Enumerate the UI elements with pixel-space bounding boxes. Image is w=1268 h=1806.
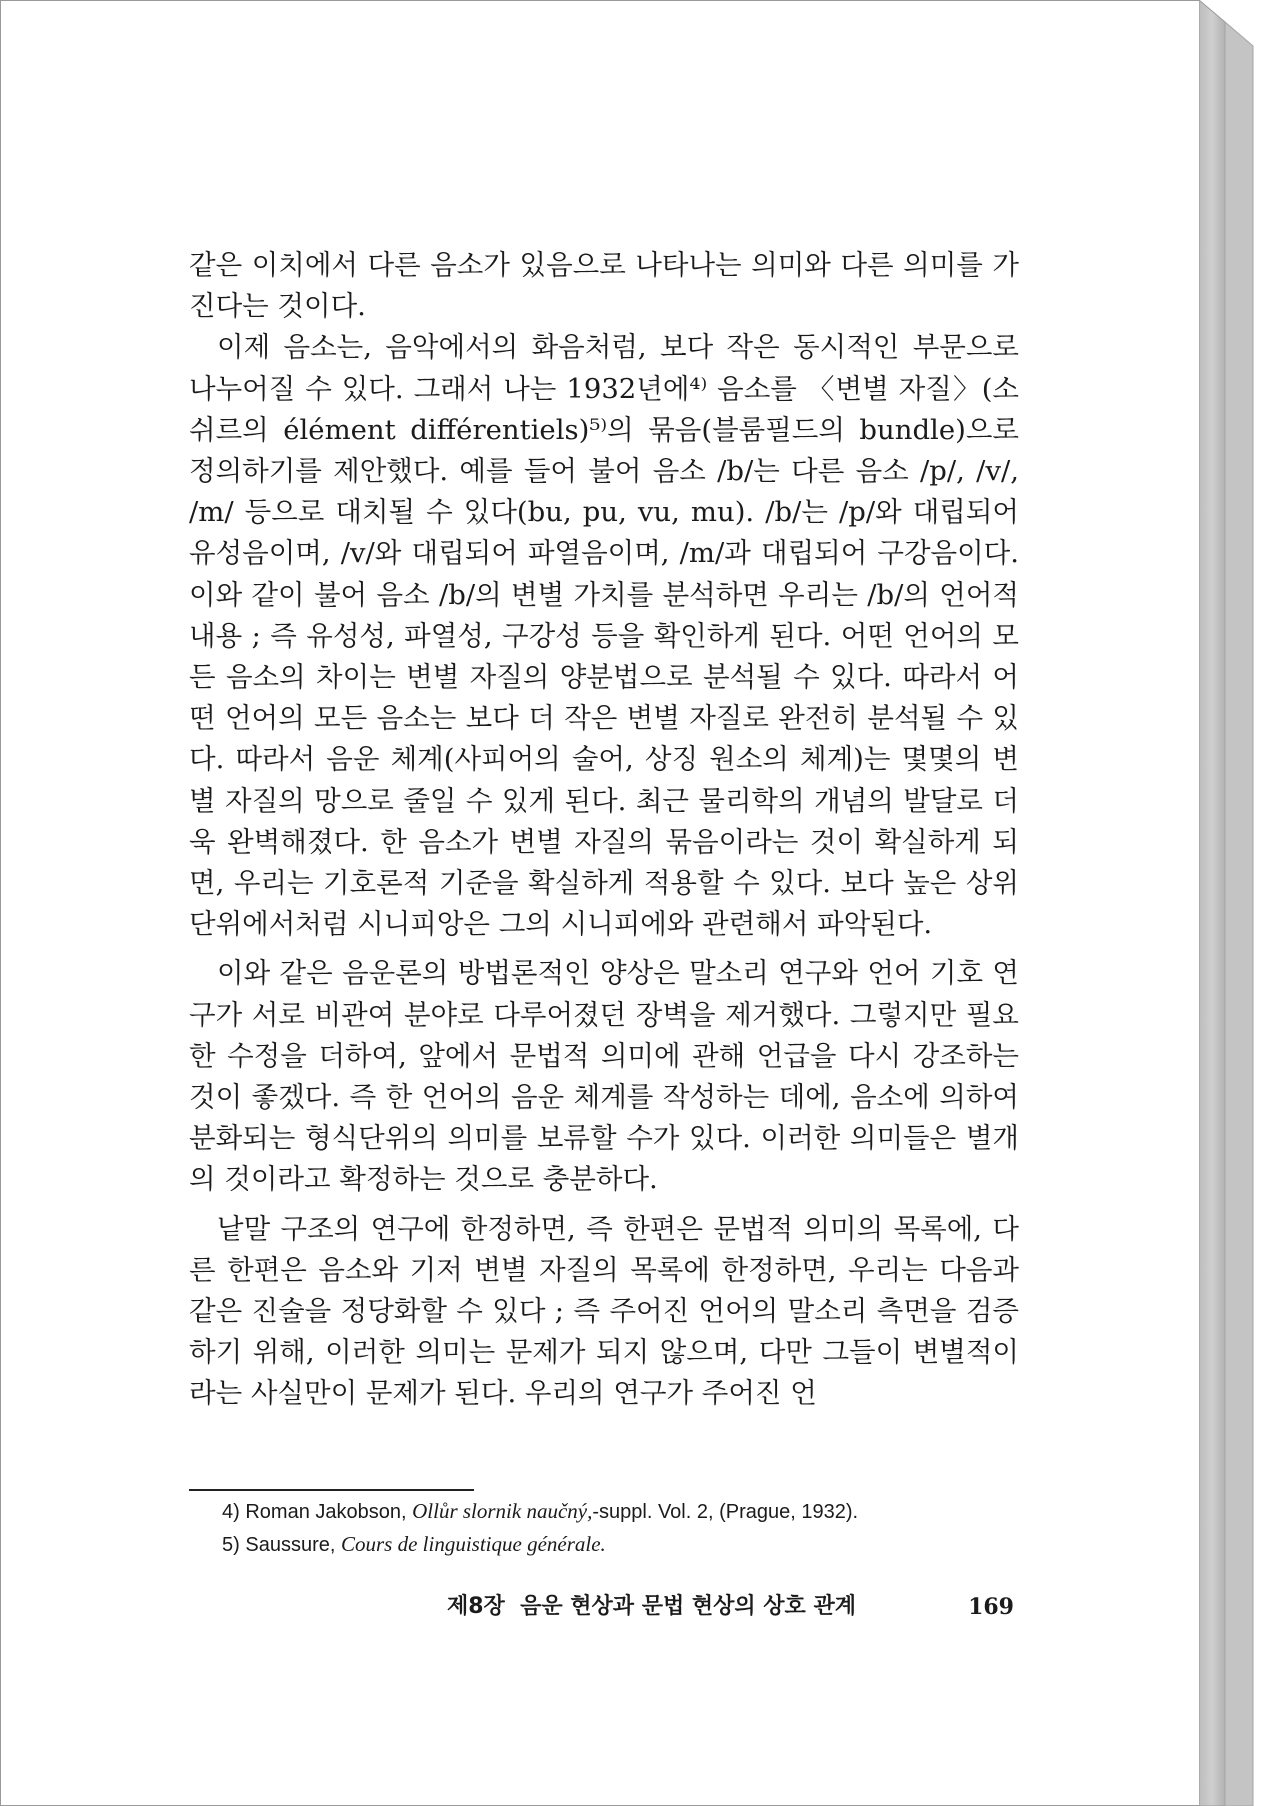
paragraph: 같은 이치에서 다른 음소가 있음으로 나타나는 의미와 다른 의미를 가진다는 것이다. <box>189 249 1019 323</box>
footnote-5 <box>222 1528 1022 1561</box>
footnote-title: Ollůr slornik naučný, <box>412 1499 593 1523</box>
main-text <box>189 245 1019 1415</box>
paragraph: 이제 음소는, 음악에서의 화음처럼, 보다 작은 동시적인 부문으로 나누어질 수 있다. 그래서 나는 1932년에⁴⁾ 음소를 〈변별 자질〉(소쉬르의 élément différentiels)⁵⁾의 묶음(블룸필드의 bundle)으로 정의하기를 제안했다. 예를 들어 불어 음소 /b/는 다른 음소 /p/, /v/, /m/ 등으로 대치될 수 있다(bu, pu, vu, mu). /b/는 /p/와 대립되어 유성음이며, /v/와 대립되어 파열음이며, /m/과 대립되어 구강음이다. 이와 같이 불어 음소 /b/의 변별 가치를 분석하면 우리는 /b/의 언어적 내용 ; 즉 유성성, 파열성, 구강성 등을 확인하게 된다. 어떤 언어의 모든 음소의 차이는 변별 자질의 양분법으로 분석될 수 있다. 따라서 어떤 언어의 모든 음소는 보다 더 작은 변별 자질로 완전히 분석될 수 있다. 따라서 음운 체계(사피어의 술어, 상징 원소의 체계)는 몇몇의 변별 자질의 망으로 줄일 수 있게 된다. 최근 물리학의 개념의 발달로 더욱 완벽해졌다. 한 음소가 변별 자질의 묶음이라는 것이 확실하게 되면, 우리는 기호론적 기준을 확실하게 적용할 수 있다. 보다 높은 상위 단위에서처럼 시니피앙은 그의 시니피에와 관련해서 파악된다. <box>189 331 1019 941</box>
footnotes <box>222 1495 1022 1561</box>
footnote-author: Roman Jakobson, <box>245 1501 407 1523</box>
footnote-title: Cours de linguistique générale. <box>340 1532 606 1556</box>
paragraph: 이와 같은 음운론의 방법론적인 양상은 말소리 연구와 언어 기호 연구가 서로 비관여 분야로 다루어졌던 장벽을 제거했다. 그렇지만 필요한 수정을 더하여, 앞에서 문법적 의미에 관해 언급을 다시 강조하는 것이 좋겠다. 즉 한 언어의 음운 체계를 작성하는 데에, 음소에 의하여 분화되는 형식단위의 의미를 보류할 수가 있다. 이러한 의미들은 별개의 것이라고 확정하는 것으로 충분하다. <box>189 957 1019 1196</box>
page-edge-shadow <box>1199 0 1268 1806</box>
footnote-rest: -suppl. Vol. 2, (Prague, 1932). <box>592 1501 859 1523</box>
footnote-author: Saussure, <box>245 1534 336 1556</box>
page-number: 169 <box>968 1594 1014 1620</box>
chapter-title: 제8장 음운 현상과 문법 현상의 상호 관계 <box>447 1594 856 1619</box>
paragraph: 낱말 구조의 연구에 한정하면, 즉 한편은 문법적 의미의 목록에, 다른 한편은 음소와 기저 변별 자질의 목록에 한정하면, 우리는 다음과 같은 진술을 정당화할 수 있다 ; 즉 주어진 언어의 말소리 측면을 검증하기 위해, 이러한 의미는 문제가 되지 않으며, 다만 그들이 변별적이라는 사실만이 문제가 된다. 우리의 연구가 주어진 언 <box>189 1212 1019 1410</box>
footnote-4 <box>222 1495 1022 1528</box>
footnote-number: 5) <box>222 1534 240 1556</box>
footnote-number: 4) <box>222 1501 240 1523</box>
running-footer <box>447 1591 1022 1623</box>
footnote-divider <box>189 1489 474 1491</box>
